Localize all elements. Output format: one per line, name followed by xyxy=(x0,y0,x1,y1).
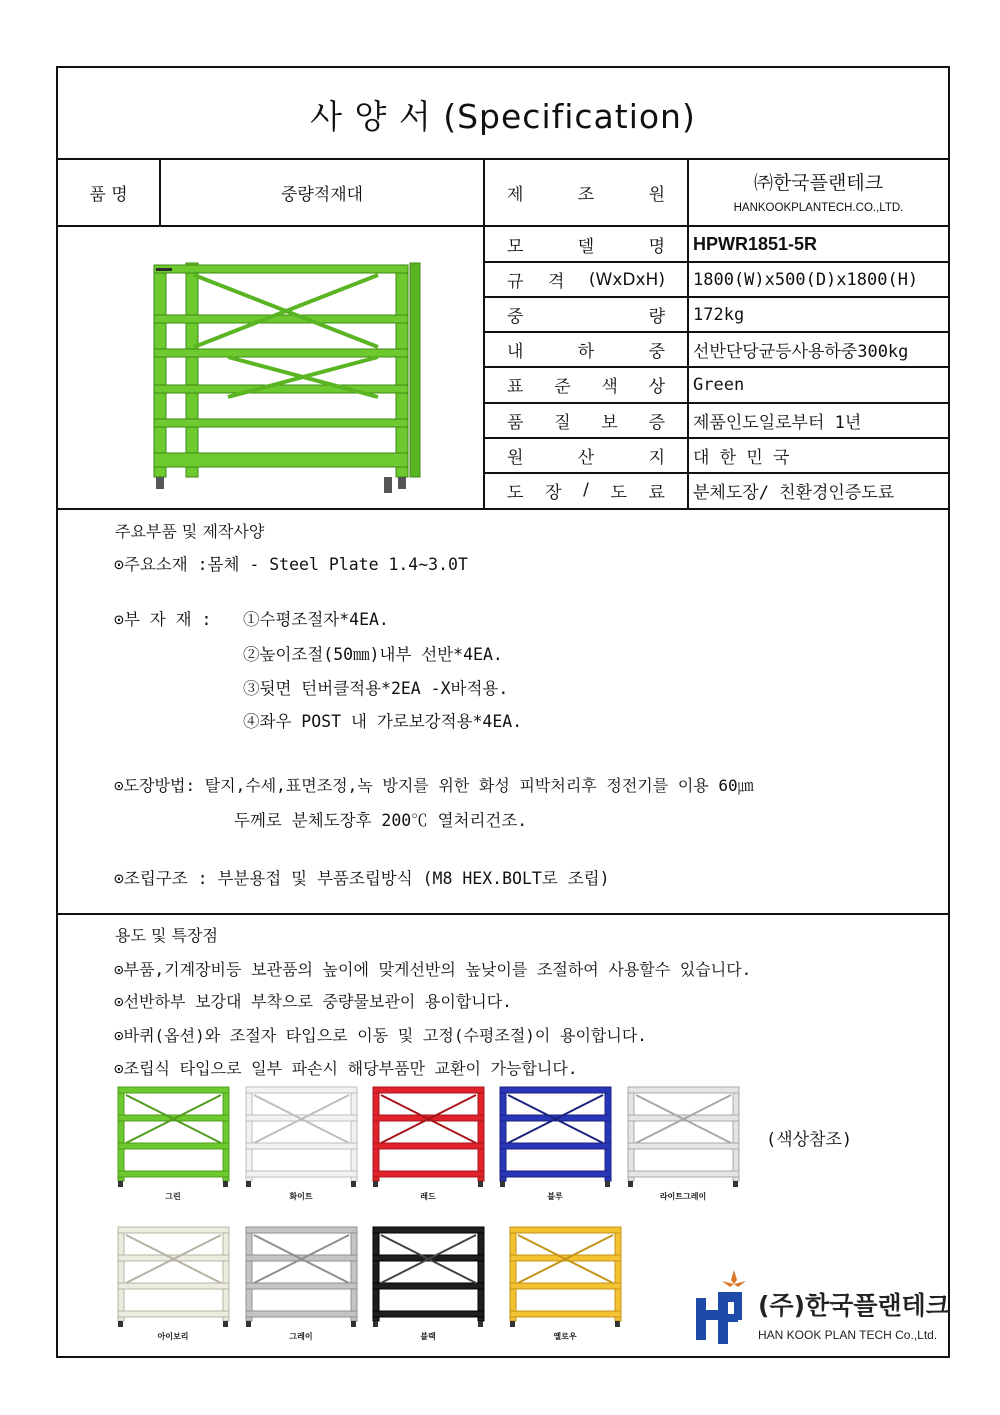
color-label: 옐로우 xyxy=(553,1332,577,1341)
color-swatch xyxy=(371,1085,486,1205)
spec-value: 대 한 민 국 xyxy=(693,447,790,468)
feature-4: ⊙조립식 타입으로 일부 파손시 해당부품만 교환이 가능합니다. xyxy=(114,1059,578,1078)
sub-material-2: ②높이조절(50㎜)내부 선반*4EA. xyxy=(243,645,503,664)
rack-thumbnail-icon xyxy=(508,1225,623,1330)
spec-value: HPWR1851-5R xyxy=(693,234,818,255)
color-swatch xyxy=(371,1225,486,1345)
color-label: 화이트 xyxy=(289,1192,313,1201)
feature-2: ⊙선반하부 보강대 부착으로 중량물보관이 용이합니다. xyxy=(114,992,512,1011)
feature-1: ⊙부품,기계장비등 보관품의 높이에 맞게선반의 높낮이를 조절하여 사용할수 있습니다. xyxy=(114,960,752,979)
parts-heading: 주요부품 및 제작사양 xyxy=(115,522,265,541)
spec-label: 내 하 중 xyxy=(507,342,665,363)
color-swatch xyxy=(508,1225,623,1345)
spec-value: 선반단당균등사용하중300kg xyxy=(693,342,909,363)
maker-info xyxy=(689,160,948,225)
color-label: 라이트그레이 xyxy=(659,1192,707,1201)
color-swatch xyxy=(626,1085,741,1205)
sub-material-label: ⊙부 자 재 : xyxy=(114,610,212,629)
spec-value: 172kg xyxy=(693,304,745,325)
sub-material-4: ④좌우 POST 내 가로보강적용*4EA. xyxy=(243,712,523,731)
color-label: 그린 xyxy=(165,1192,181,1201)
color-label: 그레이 xyxy=(289,1332,313,1341)
rack-thumbnail-icon xyxy=(498,1085,613,1190)
rack-thumbnail-icon xyxy=(371,1225,486,1330)
rack-thumbnail-icon xyxy=(244,1225,359,1330)
green-rack-image xyxy=(58,227,483,508)
rack-thumbnail-icon xyxy=(371,1085,486,1190)
spec-label: 표 준 색 상 xyxy=(507,377,665,398)
spec-label: 품 질 보 증 xyxy=(507,412,665,433)
color-swatch xyxy=(116,1225,231,1345)
feature-3: ⊙바퀴(옵션)와 조절자 타입으로 이동 및 고정(수평조절)이 용이합니다. xyxy=(114,1026,647,1045)
spec-label: 원 산 지 xyxy=(507,447,665,468)
color-label: 블랙 xyxy=(420,1332,436,1341)
spec-label: 규 격 (WxDxH) xyxy=(507,269,665,293)
rack-thumbnail-icon xyxy=(116,1085,231,1190)
color-label: 블루 xyxy=(547,1192,563,1201)
color-note: (색상참조) xyxy=(766,1130,853,1150)
company-logo xyxy=(688,1268,950,1358)
spec-label: 도 장 / 도 료 xyxy=(507,480,665,503)
sub-material-1: ①수평조절자*4EA. xyxy=(243,610,389,629)
color-label: 아이보리 xyxy=(157,1332,189,1341)
color-swatch xyxy=(244,1225,359,1345)
maker-name: ㈜한국플랜테크 xyxy=(753,172,884,194)
product-label: 품 명 xyxy=(89,185,128,205)
color-swatch xyxy=(244,1085,359,1205)
document-title: 사 양 서 (Specification) xyxy=(310,96,696,136)
spec-value: 분체도장/ 친환경인증도료 xyxy=(693,482,895,503)
maker-label: 제 조 원 xyxy=(507,185,665,205)
spec-value: Green xyxy=(693,374,745,395)
logo-name-en: HAN KOOK PLAN TECH Co.,Ltd. xyxy=(758,1328,938,1342)
color-swatch xyxy=(498,1085,613,1205)
product-image xyxy=(58,227,483,508)
painting-method-line2: 두께로 분체도장후 200℃ 열처리건조. xyxy=(234,811,528,830)
sub-material-3: ③뒷면 턴버클적용*2EA -X바적용. xyxy=(243,679,509,698)
features-heading: 용도 및 특장점 xyxy=(115,926,218,945)
assembly-structure: ⊙조립구조 : 부분용접 및 부품조립방식 (M8 HEX.BOLT로 조립) xyxy=(114,869,610,888)
spec-value: 제품인도일로부터 1년 xyxy=(693,412,862,433)
color-label: 레드 xyxy=(420,1192,436,1201)
logo-mark-icon xyxy=(688,1270,758,1350)
spec-value: 1800(W)x500(D)x1800(H) xyxy=(693,269,919,290)
maker-name-en: HANKOOKPLANTECH.CO.,LTD. xyxy=(733,202,904,214)
spec-label: 중 량 xyxy=(507,307,665,328)
logo-name: (주)한국플랜테크 xyxy=(758,1291,950,1320)
rack-thumbnail-icon xyxy=(626,1085,741,1190)
color-swatch xyxy=(116,1085,231,1205)
main-material: ⊙주요소재 :몸체 - Steel Plate 1.4~3.0T xyxy=(114,555,468,574)
spec-sheet xyxy=(56,66,950,1358)
painting-method-line1: ⊙도장방법: 탈지,수세,표면조정,녹 방지를 위한 화성 피박처리후 정전기를 이용 60㎛ xyxy=(114,776,754,795)
rack-thumbnail-icon xyxy=(116,1225,231,1330)
product-value: 중량적재대 xyxy=(280,185,364,205)
rack-thumbnail-icon xyxy=(244,1085,359,1190)
spec-label: 모 델 명 xyxy=(507,237,665,258)
